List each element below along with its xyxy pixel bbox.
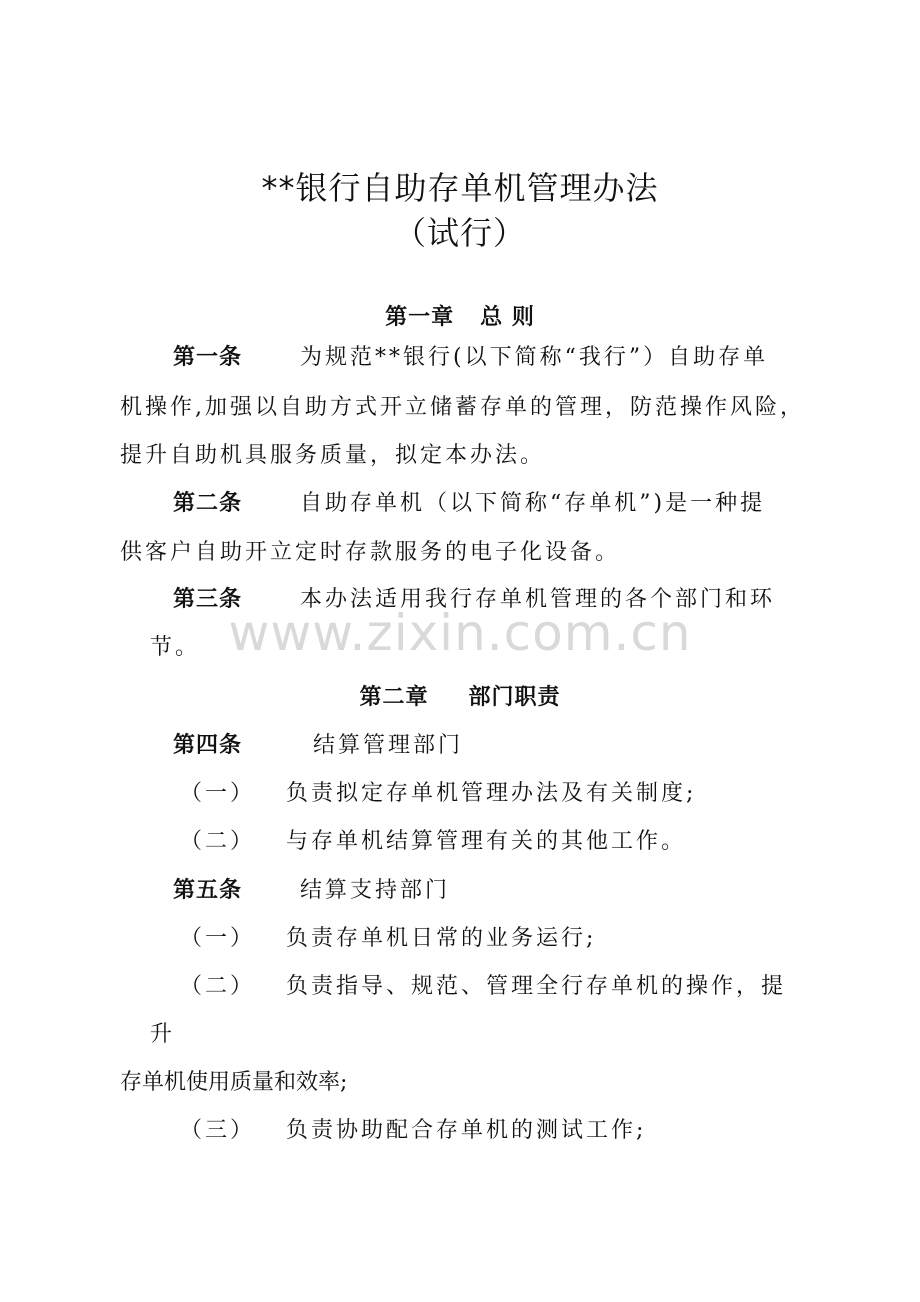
article-4-line bbox=[173, 728, 464, 759]
article-5-label: 第五条 bbox=[173, 878, 243, 903]
chapter-2-label: 第二章 bbox=[359, 685, 429, 710]
article-4-heading: 结算管理部门 bbox=[313, 733, 464, 758]
article-3-label: 第三条 bbox=[173, 587, 243, 612]
article-5-item-2-cont2: 存单机使用质量和效率; bbox=[120, 1070, 348, 1095]
article-5-item-2 bbox=[180, 969, 787, 1000]
document-subtitle: （试行） bbox=[393, 214, 526, 252]
item-text: 与存单机结算管理有关的其他工作。 bbox=[286, 829, 687, 854]
article-5-line bbox=[173, 873, 451, 904]
item-number: （二） bbox=[180, 974, 256, 999]
item-text: 负责协助配合存单机的测试工作; bbox=[286, 1118, 647, 1143]
article-1-line1 bbox=[173, 340, 769, 371]
item-number: （一） bbox=[180, 781, 256, 806]
article-2-line2: 供客户自助开立定时存款服务的电子化设备。 bbox=[120, 540, 621, 565]
article-5-item-1 bbox=[180, 921, 597, 952]
article-4-item-2 bbox=[180, 824, 687, 855]
article-3-line1 bbox=[173, 582, 776, 613]
item-number: （二） bbox=[180, 829, 256, 854]
article-3-text-line1: 本办法适用我行存单机管理的各个部门和环 bbox=[300, 587, 776, 612]
article-1-label: 第一条 bbox=[173, 345, 243, 370]
item-text: 负责存单机日常的业务运行; bbox=[286, 926, 597, 951]
item-number: （三） bbox=[180, 1118, 256, 1143]
document-title: **银行自助存单机管理办法 bbox=[261, 169, 659, 207]
article-5-heading: 结算支持部门 bbox=[300, 878, 451, 903]
watermark: www.zixin.com.cn bbox=[228, 604, 692, 662]
article-2-line1 bbox=[173, 486, 766, 517]
item-text: 负责指导、规范、管理全行存单机的操作，提 bbox=[286, 974, 787, 999]
article-1-line3: 提升自助机具服务质量，拟定本办法。 bbox=[120, 443, 546, 468]
article-4-label: 第四条 bbox=[173, 733, 243, 758]
item-text: 负责拟定存单机管理办法及有关制度; bbox=[286, 781, 697, 806]
article-2-text-line1: 自助存单机（以下简称“存单机”)是一种提 bbox=[300, 491, 766, 516]
article-1-line2: 机操作,加强以自助方式开立储蓄存单的管理，防范操作风险， bbox=[120, 395, 805, 420]
article-5-item-2-cont1: 升 bbox=[150, 1022, 176, 1047]
chapter-1-label: 第一章 bbox=[385, 305, 455, 330]
chapter-1-heading bbox=[0, 300, 920, 331]
article-2-label: 第二条 bbox=[173, 491, 243, 516]
article-1-text-line1: 为规范**银行(以下简称“我行”）自助存单 bbox=[300, 345, 769, 370]
chapter-2-name: 部门职责 bbox=[468, 685, 561, 710]
article-3-line2: 节。 bbox=[150, 635, 201, 660]
item-number: （一） bbox=[180, 926, 256, 951]
article-4-item-1 bbox=[180, 776, 697, 807]
article-5-item-3 bbox=[180, 1113, 647, 1144]
chapter-2-heading bbox=[0, 680, 920, 711]
chapter-1-name: 总 则 bbox=[480, 305, 535, 330]
